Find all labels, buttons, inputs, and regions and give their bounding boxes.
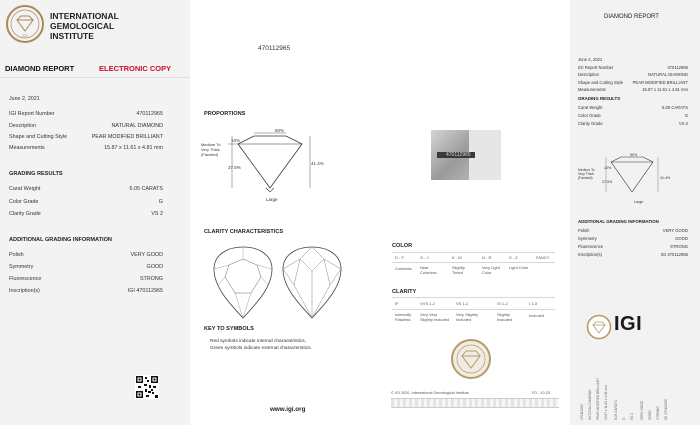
table-percentage: 50% — [275, 128, 285, 133]
right-additional-row — [578, 236, 688, 241]
detail-label: IGI Report Number — [9, 111, 55, 117]
inscription-photo — [431, 130, 501, 180]
clarity-desc-cell: Very Very Slightly Included — [420, 312, 450, 322]
rotated-shape: PEAR MODIFIED BRILLIANT — [596, 377, 600, 420]
right-culet-label: Large — [634, 200, 644, 204]
rotated-symmetry: GOOD — [648, 410, 652, 420]
clarity-plot-pavilion — [280, 245, 344, 320]
color-desc-cell: Colorless — [395, 266, 412, 271]
detail-value: PEAR MODIFIED BRILLIANT — [91, 134, 163, 140]
right-additional-row — [578, 244, 688, 249]
grading-row — [9, 199, 163, 205]
additional-value: GOOD — [146, 264, 163, 270]
copyright-text: © IGI 2020, International Gemological Institute — [391, 391, 469, 395]
rotated-color: G — [622, 417, 626, 420]
igi-seal-icon — [5, 4, 45, 44]
clarity-grade-cell: VS 1-2 — [456, 301, 469, 306]
right-grading-heading: GRADING RESULTS — [578, 96, 621, 101]
grading-label: Color Grade — [9, 199, 39, 205]
detail-row — [9, 145, 163, 151]
grading-results-heading: GRADING RESULTS — [9, 171, 63, 177]
clarity-scale-heading: CLARITY — [392, 289, 417, 295]
report-date: June 2, 2021 — [9, 96, 40, 102]
clarity-scale-top-rule — [392, 297, 555, 298]
right-additional-row — [578, 252, 688, 257]
right-detail-row — [578, 72, 688, 77]
right-additional-row — [578, 228, 688, 233]
inscription-image-text: 470112965 — [446, 152, 471, 158]
right-girdle-label: Medium To Very Thick (Faceted) — [578, 168, 595, 180]
proportions-heading: PROPORTIONS — [204, 111, 246, 117]
color-grade-cell: N - R — [482, 255, 492, 260]
right-additional-label: Fluorescence — [578, 244, 604, 249]
right-detail-value: 15.87 x 11.61 x 4.81 mm — [642, 87, 688, 92]
hologram-seal-icon — [450, 338, 492, 380]
additional-row — [9, 252, 163, 258]
igi-logo-icon — [586, 314, 612, 340]
detail-label: Description — [9, 123, 36, 129]
color-scale-heading: COLOR — [392, 243, 413, 249]
detail-label: Measurements — [9, 145, 45, 151]
right-grading-value: G — [684, 113, 688, 118]
grading-value: G — [158, 199, 163, 205]
right-crown-percentage: 10% — [604, 166, 612, 170]
clarity-desc-cell: Included — [529, 313, 545, 318]
right-detail-value: NATURAL DIAMOND — [647, 72, 688, 77]
clarity-grade-cell: VVS 1-2 — [420, 301, 435, 306]
additional-label: Fluorescence — [9, 276, 42, 282]
additional-row — [9, 288, 163, 294]
right-proportions-diagram — [597, 152, 667, 202]
crown-percentage: 10% — [231, 138, 241, 143]
right-additional-value: STRONG — [670, 244, 688, 249]
right-grading-value: VS 2 — [678, 121, 688, 126]
additional-row — [9, 276, 163, 282]
right-detail-label: IGI Report Number — [578, 65, 614, 70]
org-line-1: INTERNATIONAL — [50, 11, 119, 21]
color-grade-cell: K - M — [452, 255, 462, 260]
right-additional-label: Inscription(s) — [578, 252, 602, 257]
detail-value: NATURAL DIAMOND — [111, 123, 163, 129]
clarity-scale-mid-rule — [392, 309, 555, 310]
right-detail-value: PEAR MODIFIED BRILLIANT — [632, 80, 688, 85]
rotated-measurements: 15.87 x 11.61 x 4.81 mm — [604, 385, 608, 420]
color-scale-top-rule — [392, 252, 555, 253]
clarity-desc-cell: Very Slightly Included — [456, 312, 479, 322]
additional-row — [9, 264, 163, 270]
electronic-copy-label: ELECTRONIC COPY — [99, 64, 172, 73]
org-line-3: INSTITUTE — [50, 31, 94, 41]
right-additional-label: Polish — [578, 228, 590, 233]
right-additional-value: IGI 470112965 — [660, 252, 688, 257]
color-desc-cell: Light Color — [509, 265, 529, 270]
detail-label: Shape and Cutting Style — [9, 134, 68, 140]
microtext-strip — [391, 398, 559, 408]
rotated-inscription: IGI 470112965 — [664, 399, 668, 420]
right-grading-row — [578, 121, 688, 126]
right-detail-label: Shape and Cutting Style — [578, 80, 624, 85]
right-additional-value: GOOD — [675, 236, 688, 241]
color-scale-mid-rule — [392, 262, 555, 263]
right-detail-row — [578, 80, 688, 85]
detail-value: 470112965 — [136, 111, 163, 117]
right-additional-heading: ADDITIONAL GRADING INFORMATION — [578, 219, 659, 224]
org-line-2: GEMOLOGICAL — [50, 21, 115, 31]
right-detail-label: Description — [578, 72, 599, 77]
grading-label: Clarity Grade — [9, 211, 41, 217]
detail-row — [9, 134, 163, 140]
title-divider — [0, 77, 190, 78]
right-additional-value: VERY GOOD — [662, 228, 688, 233]
right-pavilion-percentage: 27.5% — [602, 180, 613, 184]
pavilion-percentage: 27.5% — [228, 165, 241, 170]
additional-label: Symmetry — [9, 264, 34, 270]
svg-text:IGI: IGI — [22, 33, 28, 38]
right-additional-label: Symmetry — [578, 236, 597, 241]
right-grading-label: Carat Weight — [578, 105, 603, 110]
right-detail-value: 470112965 — [667, 65, 688, 70]
right-grading-row — [578, 113, 688, 118]
grading-row — [9, 186, 163, 192]
additional-value: VERY GOOD — [130, 252, 163, 258]
girdle-label: Medium To Very Thick (Faceted) — [201, 142, 221, 157]
right-grading-label: Clarity Grade — [578, 121, 603, 126]
clarity-characteristics-heading: CLARITY CHARACTERISTICS — [204, 229, 284, 235]
right-panel — [570, 0, 700, 425]
color-grade-cell: D - F — [395, 255, 404, 260]
right-detail-row — [578, 87, 688, 92]
right-detail-row — [578, 65, 688, 70]
clarity-desc-cell: Slightly Included — [497, 312, 513, 322]
additional-value: STRONG — [139, 276, 163, 282]
clarity-grade-cell: SI 1-2 — [497, 301, 508, 306]
rotated-carat: 6.05 CARATS — [614, 400, 618, 420]
additional-label: Inscription(s) — [9, 288, 40, 294]
right-depth-percentage: 41.4% — [660, 176, 671, 180]
color-grade-cell: S - Z — [509, 255, 518, 260]
right-panel-title: DIAMOND REPORT — [604, 14, 659, 20]
grading-value: VS 2 — [151, 211, 163, 217]
rotated-report-number: 470112965 — [580, 404, 584, 420]
igi-logo-text: IGI — [614, 313, 643, 335]
rotated-description: NATURAL DIAMOND — [588, 389, 592, 420]
right-detail-label: Measurements — [578, 87, 606, 92]
additional-label: Polish — [9, 252, 24, 258]
color-desc-cell: Slightly Tinted — [452, 265, 465, 275]
right-panel-date: June 2, 2021 — [578, 57, 603, 62]
rotated-fluorescence: STRONG — [656, 406, 660, 420]
key-external-note: Green symbols indicate external characteristics. — [210, 346, 312, 351]
clarity-plot-crown — [211, 245, 275, 320]
color-grade-cell: FANCY — [536, 255, 550, 260]
additional-value: IGI 470112965 — [127, 288, 163, 294]
report-title: DIAMOND REPORT — [5, 64, 75, 73]
detail-row — [9, 123, 163, 129]
report-number-top: 470112965 — [258, 45, 291, 52]
color-grade-cell: G - J — [420, 255, 429, 260]
right-grading-row — [578, 105, 688, 110]
right-table-percentage: 50% — [630, 153, 638, 157]
right-grading-label: Color Grade — [578, 113, 601, 118]
rotated-clarity: VS 2 — [630, 413, 634, 420]
form-code: FD - 10.20 — [532, 391, 550, 395]
key-internal-note: Red symbols indicate internal characteristics. — [210, 339, 306, 344]
key-to-symbols-heading: KEY TO SYMBOLS — [204, 326, 254, 332]
grading-value: 6.05 CARATS — [129, 186, 163, 192]
color-desc-cell: Very Light Color — [482, 265, 500, 275]
qr-code-icon[interactable] — [135, 375, 159, 399]
grading-row — [9, 211, 163, 217]
color-desc-cell: Near Colorless — [420, 265, 437, 275]
right-grading-value: 6.05 CARATS — [662, 105, 688, 110]
depth-percentage: 41.4% — [311, 161, 324, 166]
clarity-grade-cell: I 1-3 — [529, 301, 538, 306]
clarity-desc-cell: Internally Flawless — [395, 312, 412, 322]
detail-row — [9, 111, 163, 117]
additional-grading-heading: ADDITIONAL GRADING INFORMATION — [9, 237, 112, 243]
detail-value: 15.87 x 11.61 x 4.81 mm — [104, 145, 163, 151]
culet-label: Large — [266, 197, 278, 202]
grading-label: Carat Weight — [9, 186, 41, 192]
website-link[interactable]: www.igi.org — [270, 406, 306, 413]
clarity-grade-cell: IF — [395, 301, 399, 306]
org-name — [50, 11, 119, 41]
rotated-polish: VERY GOOD — [640, 400, 644, 420]
